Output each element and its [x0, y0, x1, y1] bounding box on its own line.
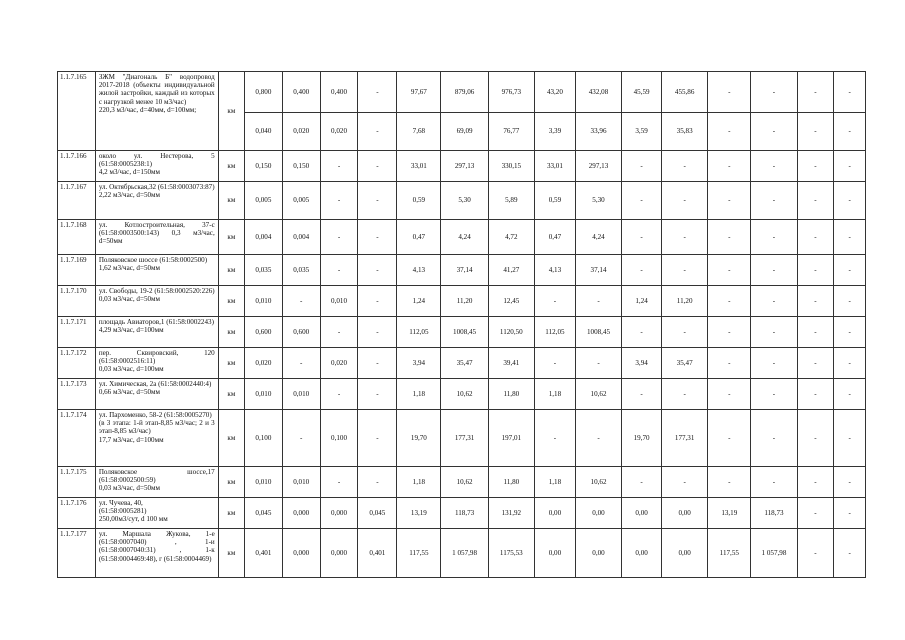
- row-name-line: площадь Авиаторов,1 (61:58:0002243): [98, 318, 214, 326]
- value-cell: -: [797, 113, 834, 151]
- value-cell: 0,000: [320, 498, 358, 529]
- value-cell: -: [751, 467, 797, 498]
- value-cell: 76,77: [488, 113, 534, 151]
- row-name-line: 0,03 м3/час, d=100мм: [98, 365, 164, 374]
- value-cell: 0,010: [282, 467, 320, 498]
- value-cell: 0,00: [662, 498, 708, 529]
- value-cell: -: [320, 255, 358, 286]
- value-cell: 11,20: [662, 286, 708, 317]
- value-cell: 117,55: [708, 529, 751, 578]
- table-row: [58, 379, 866, 410]
- value-cell: 0,010: [245, 467, 283, 498]
- table-row: [58, 255, 866, 286]
- value-cell: -: [622, 379, 662, 410]
- row-name: [95, 317, 218, 348]
- row-name-line: (61:58:0005281): [98, 507, 147, 516]
- value-cell: 0,47: [534, 220, 575, 255]
- value-cell: -: [282, 348, 320, 379]
- value-cell: 7,68: [397, 113, 441, 151]
- row-name: [95, 220, 218, 255]
- value-cell: 35,47: [441, 348, 488, 379]
- value-cell: 0,005: [282, 182, 320, 220]
- value-cell: -: [751, 220, 797, 255]
- table-row: [58, 410, 866, 467]
- value-cell: -: [358, 151, 397, 182]
- value-cell: 297,13: [441, 151, 488, 182]
- value-cell: -: [320, 467, 358, 498]
- value-cell: -: [320, 220, 358, 255]
- value-cell: -: [797, 255, 834, 286]
- value-cell: 33,01: [397, 151, 441, 182]
- value-cell: -: [797, 467, 834, 498]
- value-cell: -: [797, 151, 834, 182]
- value-cell: 13,19: [397, 498, 441, 529]
- value-cell: -: [575, 348, 621, 379]
- value-cell: 0,401: [358, 529, 397, 578]
- row-name-line: 0,66 м3/час, d=50мм: [98, 388, 161, 397]
- value-cell: -: [797, 498, 834, 529]
- row-code: 1.1.7.169: [58, 255, 96, 286]
- value-cell: 13,19: [708, 498, 751, 529]
- value-cell: 3,59: [622, 113, 662, 151]
- row-name-line: ул. Октябрьская,32 (61:58:0003073:87): [98, 183, 215, 191]
- value-cell: 10,62: [575, 467, 621, 498]
- value-cell: 37,14: [441, 255, 488, 286]
- value-cell: 297,13: [575, 151, 621, 182]
- value-cell: 5,30: [441, 182, 488, 220]
- value-cell: 1008,45: [441, 317, 488, 348]
- value-cell: -: [622, 467, 662, 498]
- value-cell: -: [708, 379, 751, 410]
- value-cell: -: [358, 379, 397, 410]
- value-cell: 4,24: [575, 220, 621, 255]
- value-cell: -: [751, 379, 797, 410]
- value-cell: 3,94: [397, 348, 441, 379]
- value-cell: 0,59: [534, 182, 575, 220]
- value-cell: 1120,50: [488, 317, 534, 348]
- row-code: 1.1.7.171: [58, 317, 96, 348]
- row-unit: км: [218, 255, 244, 286]
- value-cell: 118,73: [751, 498, 797, 529]
- value-cell: -: [622, 220, 662, 255]
- value-cell: 0,035: [245, 255, 283, 286]
- value-cell: -: [834, 317, 866, 348]
- value-cell: 69,09: [441, 113, 488, 151]
- row-name-line: ул. Чучева, 40,: [98, 499, 143, 507]
- value-cell: 0,00: [622, 498, 662, 529]
- value-cell: -: [622, 255, 662, 286]
- value-cell: 43,20: [534, 72, 575, 113]
- table-row: [58, 286, 866, 317]
- value-cell: -: [834, 151, 866, 182]
- value-cell: 1,18: [534, 467, 575, 498]
- value-cell: 12,45: [488, 286, 534, 317]
- value-cell: -: [797, 286, 834, 317]
- value-cell: -: [358, 317, 397, 348]
- value-cell: -: [797, 410, 834, 467]
- row-name: [95, 72, 218, 151]
- value-cell: 5,89: [488, 182, 534, 220]
- value-cell: 0,600: [245, 317, 283, 348]
- table-body: [58, 72, 866, 578]
- value-cell: -: [662, 182, 708, 220]
- data-table: [57, 71, 866, 578]
- row-name-line: ул. Химическая, 2а (61:58:0002440:4): [98, 380, 212, 388]
- row-name-line: 4,29 м3/час, d=100мм: [98, 326, 164, 335]
- value-cell: -: [797, 348, 834, 379]
- row-name: [95, 286, 218, 317]
- value-cell: 0,100: [320, 410, 358, 467]
- value-cell: 97,67: [397, 72, 441, 113]
- value-cell: 0,00: [534, 529, 575, 578]
- value-cell: 11,80: [488, 379, 534, 410]
- row-unit: км: [218, 467, 244, 498]
- row-name-line: ул. Свободы, 19-2 (61:58:0002520:226): [98, 287, 215, 295]
- value-cell: -: [358, 348, 397, 379]
- value-cell: 0,800: [245, 72, 283, 113]
- value-cell: -: [358, 72, 397, 113]
- row-name: [95, 151, 218, 182]
- row-unit: км: [218, 348, 244, 379]
- value-cell: 197,01: [488, 410, 534, 467]
- row-name-line: ул. Котлостроительная, 37-с (61:58:0003500:143) 0,3 м3/час, d=50мм: [98, 221, 215, 246]
- value-cell: 0,040: [245, 113, 283, 151]
- value-cell: -: [708, 113, 751, 151]
- value-cell: 0,59: [397, 182, 441, 220]
- value-cell: -: [358, 182, 397, 220]
- value-cell: 0,00: [622, 529, 662, 578]
- row-code: 1.1.7.173: [58, 379, 96, 410]
- value-cell: -: [320, 379, 358, 410]
- value-cell: -: [358, 255, 397, 286]
- value-cell: 37,14: [575, 255, 621, 286]
- row-name: [95, 255, 218, 286]
- row-code: 1.1.7.176: [58, 498, 96, 529]
- row-code: 1.1.7.170: [58, 286, 96, 317]
- value-cell: -: [751, 72, 797, 113]
- value-cell: 10,62: [441, 379, 488, 410]
- value-cell: 4,13: [534, 255, 575, 286]
- value-cell: -: [534, 286, 575, 317]
- value-cell: -: [751, 348, 797, 379]
- row-code: 1.1.7.167: [58, 182, 96, 220]
- value-cell: -: [320, 317, 358, 348]
- value-cell: -: [358, 220, 397, 255]
- value-cell: 45,59: [622, 72, 662, 113]
- value-cell: -: [708, 151, 751, 182]
- value-cell: 432,08: [575, 72, 621, 113]
- value-cell: -: [358, 113, 397, 151]
- row-name-line: (в 3 этапа: 1-й этап-8,85 м3/час; 2 и 3 этап-8,85 м3/час): [98, 419, 215, 436]
- table-row: [58, 220, 866, 255]
- value-cell: 19,70: [622, 410, 662, 467]
- value-cell: 0,150: [282, 151, 320, 182]
- value-cell: 0,010: [320, 286, 358, 317]
- value-cell: 1,24: [622, 286, 662, 317]
- row-unit: км: [218, 151, 244, 182]
- value-cell: -: [320, 182, 358, 220]
- value-cell: 0,00: [575, 498, 621, 529]
- value-cell: 455,86: [662, 72, 708, 113]
- value-cell: -: [834, 467, 866, 498]
- value-cell: 0,000: [282, 498, 320, 529]
- value-cell: 33,01: [534, 151, 575, 182]
- row-code: 1.1.7.166: [58, 151, 96, 182]
- table-row: [58, 317, 866, 348]
- value-cell: -: [662, 467, 708, 498]
- value-cell: 4,13: [397, 255, 441, 286]
- value-cell: -: [751, 410, 797, 467]
- value-cell: -: [320, 151, 358, 182]
- value-cell: -: [622, 151, 662, 182]
- value-cell: 330,15: [488, 151, 534, 182]
- value-cell: -: [534, 348, 575, 379]
- row-name-line: 0,03 м3/час, d=50мм: [98, 484, 161, 493]
- value-cell: 10,62: [575, 379, 621, 410]
- value-cell: -: [751, 286, 797, 317]
- row-name-line: 17,7 м3/час, d=100мм: [98, 435, 164, 444]
- value-cell: 35,47: [662, 348, 708, 379]
- value-cell: 1,18: [397, 379, 441, 410]
- value-cell: 0,100: [245, 410, 283, 467]
- value-cell: 0,00: [662, 529, 708, 578]
- value-cell: 1,18: [397, 467, 441, 498]
- value-cell: -: [708, 467, 751, 498]
- value-cell: 0,035: [282, 255, 320, 286]
- value-cell: -: [797, 182, 834, 220]
- value-cell: -: [662, 379, 708, 410]
- value-cell: 0,004: [245, 220, 283, 255]
- row-code: 1.1.7.165: [58, 72, 96, 151]
- value-cell: 0,020: [320, 113, 358, 151]
- value-cell: -: [534, 410, 575, 467]
- row-unit: км: [218, 182, 244, 220]
- value-cell: -: [662, 317, 708, 348]
- table-row: [58, 467, 866, 498]
- value-cell: -: [751, 113, 797, 151]
- value-cell: -: [834, 286, 866, 317]
- value-cell: 0,045: [245, 498, 283, 529]
- row-name-line: пер. Сквировский, 120 (61:58:0002516:11): [98, 349, 215, 366]
- value-cell: 0,401: [245, 529, 283, 578]
- value-cell: -: [662, 220, 708, 255]
- value-cell: 10,62: [441, 467, 488, 498]
- value-cell: -: [662, 255, 708, 286]
- row-name-line: 4,2 м3/час, d=150мм: [98, 168, 161, 177]
- value-cell: 0,004: [282, 220, 320, 255]
- row-name-line: 220,3 м3/час, d=40мм, d=100мм;: [98, 105, 197, 114]
- value-cell: 0,000: [320, 529, 358, 578]
- value-cell: 177,31: [441, 410, 488, 467]
- value-cell: 117,55: [397, 529, 441, 578]
- value-cell: 3,39: [534, 113, 575, 151]
- value-cell: 0,045: [358, 498, 397, 529]
- row-code: 1.1.7.175: [58, 467, 96, 498]
- row-code: 1.1.7.174: [58, 410, 96, 467]
- value-cell: 0,400: [320, 72, 358, 113]
- row-name-line: 0,03 м3/час, d=50мм: [98, 295, 161, 304]
- table-row: [58, 182, 866, 220]
- value-cell: -: [751, 151, 797, 182]
- value-cell: -: [282, 286, 320, 317]
- value-cell: -: [708, 220, 751, 255]
- row-unit: км: [218, 529, 244, 578]
- value-cell: 0,020: [320, 348, 358, 379]
- value-cell: 41,27: [488, 255, 534, 286]
- value-cell: -: [834, 182, 866, 220]
- value-cell: -: [708, 286, 751, 317]
- row-unit: км: [218, 286, 244, 317]
- row-name-line: Поляковское шоссе,17 (61:58:0002500:59): [98, 468, 215, 485]
- value-cell: -: [751, 255, 797, 286]
- value-cell: -: [834, 72, 866, 113]
- value-cell: -: [575, 410, 621, 467]
- row-name-line: 250,00м3/сут, d 100 мм: [98, 515, 168, 524]
- value-cell: -: [282, 410, 320, 467]
- value-cell: 112,05: [397, 317, 441, 348]
- row-name: [95, 410, 218, 467]
- row-name-line: Поляковское шоссе (61:58:0002500): [98, 256, 208, 264]
- row-unit: км: [218, 220, 244, 255]
- row-name-line: 1,62 м3/час, d=50мм: [98, 264, 161, 273]
- value-cell: 33,96: [575, 113, 621, 151]
- value-cell: 0,600: [282, 317, 320, 348]
- row-unit: км: [218, 410, 244, 467]
- value-cell: -: [358, 410, 397, 467]
- row-code: 1.1.7.172: [58, 348, 96, 379]
- row-name: [95, 498, 218, 529]
- row-name-line: около ул. Нестерова, 5 (61:58:0005238:1): [98, 152, 215, 169]
- value-cell: 1 057,98: [751, 529, 797, 578]
- value-cell: 0,150: [245, 151, 283, 182]
- value-cell: 0,010: [245, 379, 283, 410]
- row-unit: км: [218, 72, 244, 151]
- row-name: [95, 379, 218, 410]
- value-cell: 0,010: [245, 286, 283, 317]
- row-name: [95, 529, 218, 578]
- value-cell: -: [622, 317, 662, 348]
- value-cell: 0,020: [282, 113, 320, 151]
- value-cell: 0,400: [282, 72, 320, 113]
- row-unit: км: [218, 379, 244, 410]
- table-row: [58, 72, 866, 113]
- value-cell: -: [797, 529, 834, 578]
- value-cell: -: [708, 182, 751, 220]
- value-cell: -: [797, 220, 834, 255]
- value-cell: -: [797, 317, 834, 348]
- value-cell: -: [575, 286, 621, 317]
- value-cell: 35,83: [662, 113, 708, 151]
- value-cell: 19,70: [397, 410, 441, 467]
- value-cell: -: [358, 467, 397, 498]
- value-cell: -: [834, 410, 866, 467]
- value-cell: 5,30: [575, 182, 621, 220]
- value-cell: -: [834, 220, 866, 255]
- value-cell: -: [751, 317, 797, 348]
- value-cell: -: [797, 379, 834, 410]
- row-name: [95, 348, 218, 379]
- table-row: [58, 151, 866, 182]
- value-cell: 39,41: [488, 348, 534, 379]
- value-cell: -: [662, 151, 708, 182]
- value-cell: -: [358, 286, 397, 317]
- value-cell: 0,005: [245, 182, 283, 220]
- row-unit: км: [218, 317, 244, 348]
- table-row: [58, 529, 866, 578]
- row-name: [95, 467, 218, 498]
- value-cell: -: [708, 410, 751, 467]
- value-cell: 0,47: [397, 220, 441, 255]
- value-cell: -: [708, 348, 751, 379]
- value-cell: 0,000: [282, 529, 320, 578]
- value-cell: 177,31: [662, 410, 708, 467]
- value-cell: -: [751, 182, 797, 220]
- value-cell: 0,00: [575, 529, 621, 578]
- value-cell: 11,20: [441, 286, 488, 317]
- value-cell: -: [708, 317, 751, 348]
- row-name: [95, 182, 218, 220]
- value-cell: 0,00: [534, 498, 575, 529]
- value-cell: -: [797, 72, 834, 113]
- value-cell: -: [708, 72, 751, 113]
- row-unit: км: [218, 498, 244, 529]
- value-cell: -: [708, 255, 751, 286]
- value-cell: 3,94: [622, 348, 662, 379]
- value-cell: 1008,45: [575, 317, 621, 348]
- value-cell: 112,05: [534, 317, 575, 348]
- value-cell: 118,73: [441, 498, 488, 529]
- value-cell: -: [622, 182, 662, 220]
- row-name-line: 2,22 м3/час, d=50мм: [98, 191, 161, 200]
- row-name-line: ул. Маршала Жукова, 1-е (61:58:0007040) , 1-и (61:58:0007040:31) , 1-к (61:58:0004469:48), г (61:58:0004469): [98, 530, 215, 563]
- value-cell: 1,24: [397, 286, 441, 317]
- value-cell: 1 057,98: [441, 529, 488, 578]
- value-cell: -: [834, 348, 866, 379]
- row-name-line: ЗЖМ "Диагональ Б" водопровод 2017-2018 (объекты индивидуальной жилой застройки, каждый из которых с нагрузкой менее 10 м3/час): [98, 73, 215, 106]
- table-row: [58, 348, 866, 379]
- value-cell: 4,24: [441, 220, 488, 255]
- table-row: [58, 498, 866, 529]
- value-cell: 131,92: [488, 498, 534, 529]
- value-cell: -: [834, 113, 866, 151]
- row-name-line: ул. Пархоменко, 58-2 (61:58:0005270): [98, 411, 212, 419]
- value-cell: 0,010: [282, 379, 320, 410]
- value-cell: 4,72: [488, 220, 534, 255]
- row-code: 1.1.7.177: [58, 529, 96, 578]
- value-cell: 0,020: [245, 348, 283, 379]
- value-cell: 976,73: [488, 72, 534, 113]
- value-cell: 1,18: [534, 379, 575, 410]
- value-cell: -: [834, 498, 866, 529]
- value-cell: 1175,53: [488, 529, 534, 578]
- value-cell: -: [834, 255, 866, 286]
- value-cell: -: [834, 529, 866, 578]
- value-cell: 879,06: [441, 72, 488, 113]
- value-cell: 11,80: [488, 467, 534, 498]
- value-cell: -: [834, 379, 866, 410]
- row-code: 1.1.7.168: [58, 220, 96, 255]
